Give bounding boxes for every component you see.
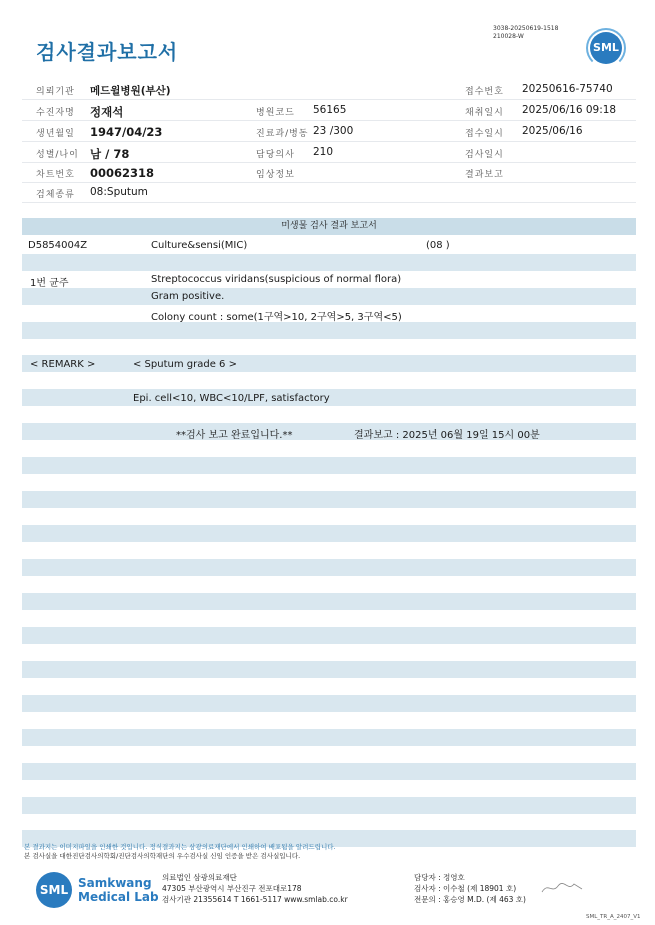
document-id bbox=[493, 25, 558, 41]
lab-phone: 검사기관 21355614 T 1661-5117 www.smlab.co.kr bbox=[162, 895, 348, 904]
info-value: 남 / 78 bbox=[90, 147, 130, 161]
info-value: 210 bbox=[313, 146, 334, 158]
remark-label: < REMARK > bbox=[30, 359, 96, 370]
report-time: 결과보고 : 2025년 06월 19일 15시 00분 bbox=[354, 430, 540, 441]
info-label: 검사일시 bbox=[465, 150, 504, 160]
info-label: 성별/나이 bbox=[36, 150, 79, 160]
lab-org: 의료법인 삼광의료재단 bbox=[162, 873, 237, 882]
page-title: 검사결과보고서 bbox=[36, 40, 179, 64]
staff-tester: 검사자 : 이수철 (제 18901 호) bbox=[414, 884, 517, 893]
isolate-line: Gram positive. bbox=[151, 291, 225, 302]
info-label: 진료과/병동 bbox=[256, 129, 309, 139]
row-band bbox=[22, 525, 636, 542]
info-label: 수진자명 bbox=[36, 108, 75, 118]
info-label: 접수번호 bbox=[465, 87, 504, 97]
lab-address-block bbox=[162, 872, 348, 905]
row-band bbox=[22, 322, 636, 339]
staff-specialist: 전문의 : 홍승영 M.D. (제 463 호) bbox=[414, 895, 526, 904]
footer-logo bbox=[36, 872, 72, 908]
info-value: 1947/04/23 bbox=[90, 125, 163, 139]
row-band bbox=[22, 593, 636, 610]
brand-line2: Medical Lab bbox=[78, 890, 159, 904]
document-id-line1: 3038-20250619-1518 bbox=[493, 25, 559, 32]
test-suffix: (08 ) bbox=[426, 240, 450, 251]
info-label: 검체종류 bbox=[36, 190, 75, 200]
info-label: 병원코드 bbox=[256, 108, 295, 118]
info-row bbox=[22, 182, 636, 203]
info-label: 임상정보 bbox=[256, 170, 295, 180]
remark-value: < Sputum grade 6 > bbox=[133, 359, 237, 370]
info-value: 2025/06/16 bbox=[522, 125, 583, 137]
row-band bbox=[22, 355, 636, 372]
row-band bbox=[22, 729, 636, 746]
remark-detail: Epi. cell<10, WBC<10/LPF, satisfactory bbox=[133, 393, 330, 404]
info-label: 결과보고 bbox=[465, 170, 504, 180]
footer-note-print: 본 결과지는 이미지파일을 인쇄한 것입니다. 정식결과지는 삼광의료재단에서 인쇄하여 배포됨을 알려드립니다. bbox=[24, 843, 336, 851]
info-label: 접수일시 bbox=[465, 129, 504, 139]
info-value: 정재석 bbox=[90, 105, 124, 119]
info-value: 08:Sputum bbox=[90, 186, 148, 198]
signature-image bbox=[540, 880, 585, 896]
info-row bbox=[22, 142, 636, 163]
row-band bbox=[22, 288, 636, 305]
sml-logo: SML bbox=[590, 32, 622, 64]
row-band bbox=[22, 457, 636, 474]
info-row bbox=[22, 100, 636, 121]
row-band bbox=[22, 661, 636, 678]
row-band bbox=[22, 695, 636, 712]
info-value: 23 /300 bbox=[313, 125, 354, 137]
row-band bbox=[22, 423, 636, 440]
staff-block bbox=[414, 872, 526, 905]
form-code: SML_TR_A_2407_V1 bbox=[586, 914, 641, 920]
document-id-line2: 210028-W bbox=[493, 33, 524, 40]
info-row bbox=[22, 121, 636, 142]
row-band bbox=[22, 627, 636, 644]
test-name: Culture&sensi(MIC) bbox=[151, 240, 248, 251]
info-label: 채취일시 bbox=[465, 108, 504, 118]
info-value: 메드윌병원(부산) bbox=[90, 85, 171, 97]
row-band bbox=[22, 763, 636, 780]
brand-name bbox=[78, 876, 159, 904]
brand-line1: Samkwang bbox=[78, 876, 152, 890]
info-value: 20250616-75740 bbox=[522, 83, 613, 95]
row-band bbox=[22, 559, 636, 576]
footer-note-cert: 본 검사실을 대한진단검사의학회/진단검사의학재단의 우수검사실 신임 인증을 받은 검사실입니다. bbox=[24, 852, 301, 860]
info-value: 2025/06/16 09:18 bbox=[522, 104, 617, 116]
info-label: 차트번호 bbox=[36, 170, 75, 180]
row-band bbox=[22, 797, 636, 814]
staff-manager: 담당자 : 정영호 bbox=[414, 873, 465, 882]
lab-address: 47305 부산광역시 부산진구 전포대로178 bbox=[162, 884, 302, 893]
info-label: 생년월일 bbox=[36, 129, 75, 139]
info-value: 56165 bbox=[313, 104, 347, 116]
completion-text: **검사 보고 완료입니다.** bbox=[176, 430, 293, 441]
row-band bbox=[22, 491, 636, 508]
row-band bbox=[22, 254, 636, 271]
info-label: 의뢰기관 bbox=[36, 87, 75, 97]
isolate-line: Colony count : some(1구역>10, 2구역>5, 3구역<5) bbox=[151, 312, 402, 323]
info-value: 00062318 bbox=[90, 166, 155, 180]
info-row bbox=[22, 162, 636, 183]
footer-logo-mark: SML bbox=[36, 872, 72, 908]
isolate-line: Streptococcus viridans(suspicious of normal flora) bbox=[151, 274, 402, 285]
info-row bbox=[22, 79, 636, 100]
section-header: 미생물 검사 결과 보고서 bbox=[22, 218, 636, 235]
isolate-label: 1번 균주 bbox=[30, 278, 69, 289]
test-code: D5854004Z bbox=[28, 240, 88, 251]
info-label: 담당의사 bbox=[256, 150, 295, 160]
